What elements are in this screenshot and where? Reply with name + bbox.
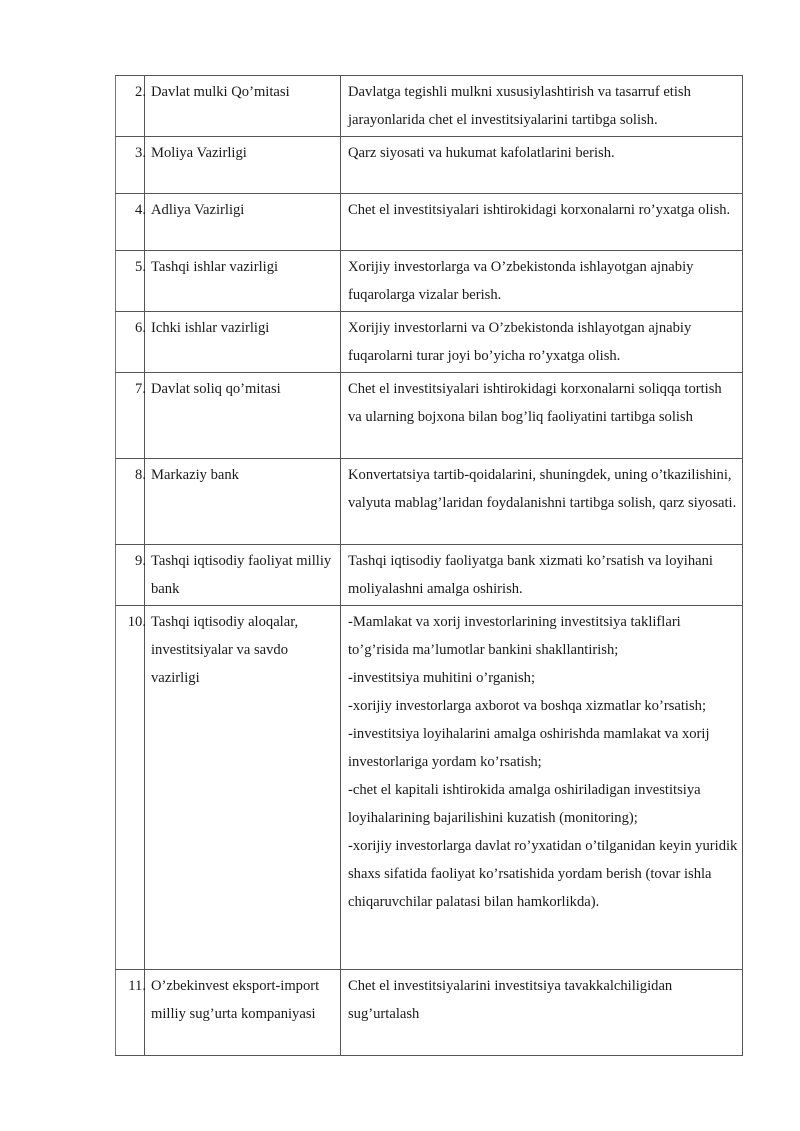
description-line: -xorijiy investorlarga axborot va boshqa xizmatlar ko’rsatish; xyxy=(348,698,706,714)
responsibility-description xyxy=(341,606,743,970)
organization-name: Davlat soliq qo’mitasi xyxy=(145,373,341,459)
organization-name: Tashqi ishlar vazirligi xyxy=(145,251,341,312)
row-number-cell xyxy=(116,312,145,373)
row-number: 11. xyxy=(128,978,146,994)
responsibility-description xyxy=(341,312,743,373)
row-number-cell xyxy=(116,606,145,970)
row-number: 6. xyxy=(135,320,146,336)
description-line: -investitsiya muhitini o’rganish; xyxy=(348,670,536,686)
responsibility-description xyxy=(341,970,743,1056)
row-number-cell xyxy=(116,373,145,459)
row-number-cell xyxy=(116,76,145,137)
institutions-table xyxy=(115,75,743,1056)
row-number-cell xyxy=(116,194,145,251)
row-number: 8. xyxy=(135,467,146,483)
table-row xyxy=(116,137,743,194)
row-number: 4. xyxy=(135,202,146,218)
table-row xyxy=(116,970,743,1056)
table-row xyxy=(116,194,743,251)
description-line: -xorijiy investorlarga davlat ro’yxatidan o’tilganidan keyin yuridik shaxs sifatida faoliyat ko’rsatishida yordam berish (tovar ishla chiqaruvchilar palatasi bilan hamkorlikda). xyxy=(348,838,738,910)
row-number-cell xyxy=(116,459,145,545)
row-number-cell xyxy=(116,545,145,606)
responsibility-description xyxy=(341,459,743,545)
description-line: Chet el investitsiyalarini investitsiya tavakkalchiligidan sug’urtalash xyxy=(348,978,673,1022)
responsibility-description xyxy=(341,194,743,251)
table-row xyxy=(116,251,743,312)
table-row xyxy=(116,606,743,970)
description-line: -investitsiya loyihalarini amalga oshirishda mamlakat va xorij investorlariga yordam ko’rsatish; xyxy=(348,726,710,770)
description-line: Qarz siyosati va hukumat kafolatlarini berish. xyxy=(348,145,615,161)
row-number: 5. xyxy=(135,259,146,275)
responsibility-description xyxy=(341,373,743,459)
description-line: Tashqi iqtisodiy faoliyatga bank xizmati ko’rsatish va loyihani moliyalashni amalga oshirish. xyxy=(348,553,713,597)
table-body xyxy=(116,76,743,1056)
row-number: 7. xyxy=(135,381,146,397)
organization-name: Tashqi iqtisodiy aloqalar, investitsiyalar va savdo vazirligi xyxy=(145,606,341,970)
row-number: 3. xyxy=(135,145,146,161)
responsibility-description xyxy=(341,76,743,137)
row-number: 10. xyxy=(127,614,146,630)
description-line: Xorijiy investorlarga va O’zbekistonda ishlayotgan ajnabiy fuqarolarga vizalar berish. xyxy=(348,259,694,303)
table-row xyxy=(116,312,743,373)
description-line: Chet el investitsiyalari ishtirokidagi korxonalarni soliqqa tortish va ularning bojxona bilan bog’liq faoliyatini tartibga solish xyxy=(348,381,722,425)
table-row xyxy=(116,76,743,137)
organization-name: Moliya Vazirligi xyxy=(145,137,341,194)
row-number-cell xyxy=(116,137,145,194)
table-row xyxy=(116,373,743,459)
row-number: 9. xyxy=(135,553,146,569)
organization-name: Tashqi iqtisodiy faoliyat milliy bank xyxy=(145,545,341,606)
description-line: Chet el investitsiyalari ishtirokidagi korxonalarni ro’yxatga olish. xyxy=(348,202,731,218)
row-number-cell xyxy=(116,970,145,1056)
table-row xyxy=(116,459,743,545)
row-number-cell xyxy=(116,251,145,312)
responsibility-description xyxy=(341,137,743,194)
description-line: Konvertatsiya tartib-qoidalarini, shuningdek, uning o’tkazilishini, valyuta mablag’laridan foydalanishni tartibga solish, qarz siyosati. xyxy=(348,467,737,511)
description-line: Xorijiy investorlarni va O’zbekistonda ishlayotgan ajnabiy fuqarolarni turar joyi bo’yicha ro’yxatga olish. xyxy=(348,320,692,364)
description-line: Davlatga tegishli mulkni xususiylashtirish va tasarruf etish jarayonlarida chet el investitsiyalarini tartibga solish. xyxy=(348,84,691,128)
table-row xyxy=(116,545,743,606)
description-line: -chet el kapitali ishtirokida amalga oshiriladigan investitsiya loyihalarining bajarilishini kuzatish (monitoring); xyxy=(348,782,701,826)
organization-name: Ichki ishlar vazirligi xyxy=(145,312,341,373)
organization-name: Markaziy bank xyxy=(145,459,341,545)
organization-name: Adliya Vazirligi xyxy=(145,194,341,251)
description-line: -Mamlakat va xorij investorlarining investitsiya takliflari to’g’risida ma’lumotlar bankini shakllantirish; xyxy=(348,614,681,658)
organization-name: O’zbekinvest eksport-import milliy sug’urta kompaniyasi xyxy=(145,970,341,1056)
row-number: 2. xyxy=(135,84,146,100)
responsibility-description xyxy=(341,545,743,606)
responsibility-description xyxy=(341,251,743,312)
organization-name: Davlat mulki Qo’mitasi xyxy=(145,76,341,137)
